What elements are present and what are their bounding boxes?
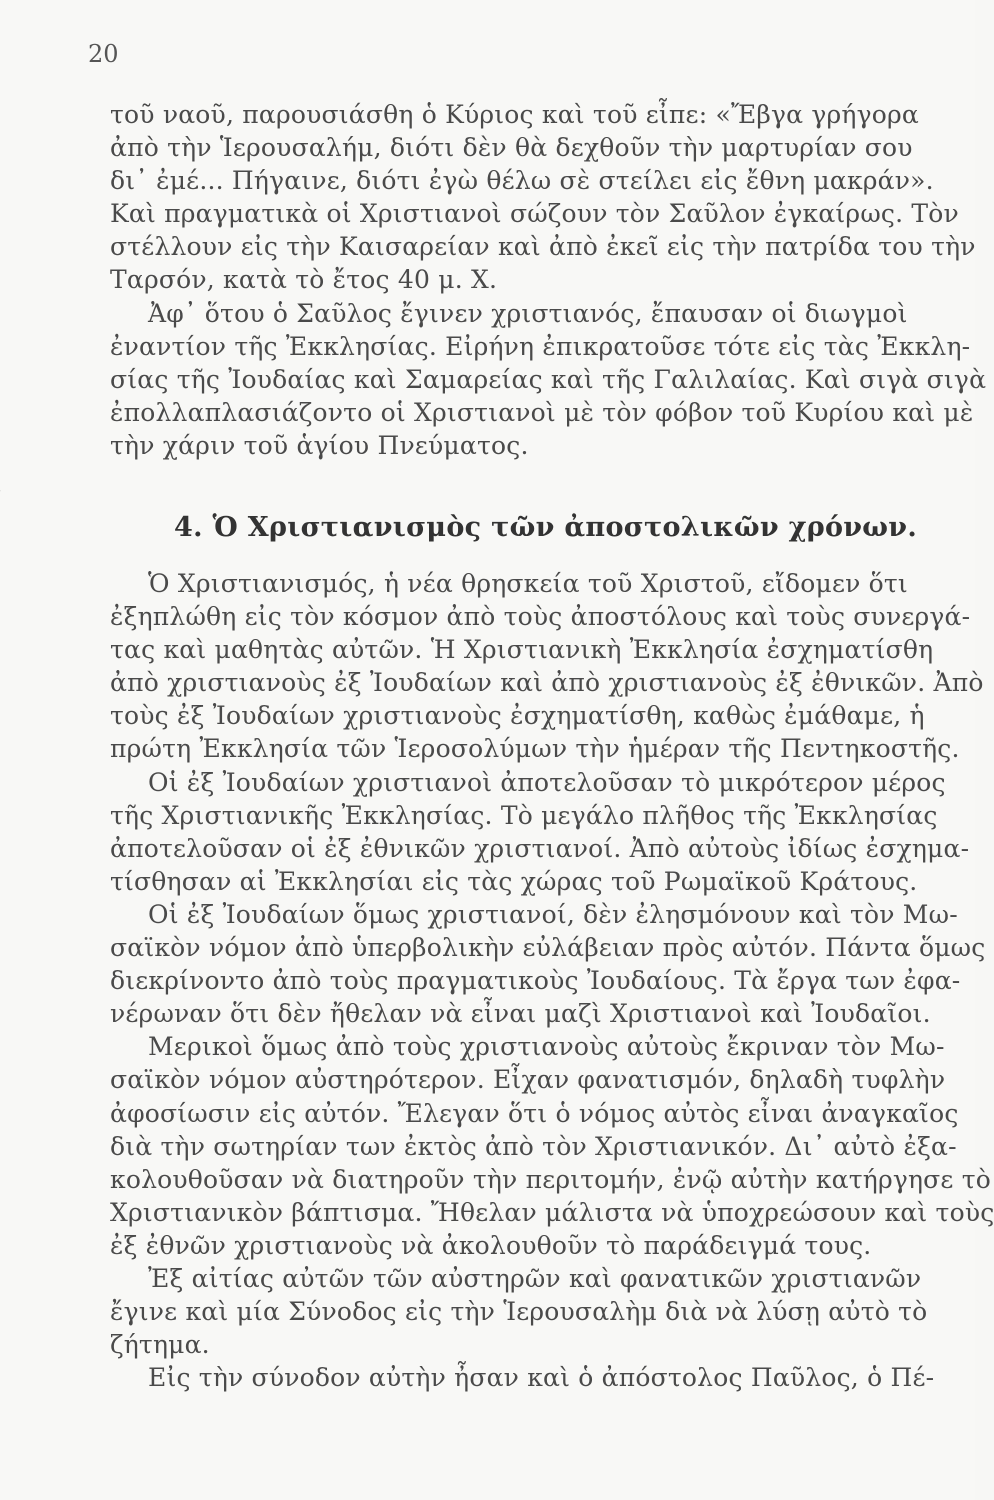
text-line: Ἀφ᾿ ὅτου ὁ Σαῦλος ἔγινεν χριστιανός, ἔπαυσαν οἱ διωγμοὶ xyxy=(148,298,908,328)
text-line: τὴν χάριν τοῦ ἁγίου Πνεύματος. xyxy=(110,430,529,460)
text-line: τοῦ ναοῦ, παρουσιάσθη ὁ Κύριος καὶ τοῦ εἶπε: «Ἔβγα γρήγορα xyxy=(110,100,919,129)
text-line: στέλλουν εἰς τὴν Καισαρείαν καὶ ἀπὸ ἐκεῖ εἰς τὴν πατρίδα του τὴν xyxy=(110,232,976,262)
text-line: ἐξ ἐθνῶν χριστιανοὺς νὰ ἀκολουθοῦν τὸ παράδειγμά τους. xyxy=(110,1230,872,1260)
scan-artifact-mark xyxy=(0,490,15,525)
text-line: ἐναντίον τῆς Ἐκκλησίας. Εἰρήνη ἐπικρατοῦσε τότε εἰς τὰς Ἐκκλη- xyxy=(110,331,971,361)
text-line: σαϊκὸν νόμον ἀπὸ ὑπερβολικὴν εὐλάβειαν πρὸς αὐτόν. Πάντα ὅμως xyxy=(110,933,986,963)
page-number: 20 xyxy=(88,40,119,68)
text-line: διὰ τὴν σωτηρίαν των ἐκτὸς ἀπὸ τὸν Χριστιανικόν. Δι᾿ αὐτὸ ἐξα- xyxy=(110,1131,957,1161)
text-line: ἀπὸ χριστιανοὺς ἐξ Ἰουδαίων καὶ ἀπὸ χριστιανοὺς ἐξ ἐθνικῶν. Ἀπὸ xyxy=(110,668,984,698)
text-line: Ταρσόν, κατὰ τὸ ἔτος 40 μ. Χ. xyxy=(110,265,498,295)
text-line: ἔγινε καὶ μία Σύνοδος εἰς τὴν Ἱερουσαλὴμ διὰ νὰ λύσῃ αὐτὸ τὸ xyxy=(110,1297,928,1327)
text-line: κολουθοῦσαν νὰ διατηροῦν τὴν περιτομήν, ἐνῷ αὐτὴν κατήργησε τὸ xyxy=(110,1164,992,1194)
text-line: ἀπὸ τὴν Ἱερουσαλήμ, διότι δὲν θὰ δεχθοῦν τὴν μαρτυρίαν σου xyxy=(110,133,913,163)
text-line: ζήτημα. xyxy=(110,1330,210,1360)
text-line: τοὺς ἐξ Ἰουδαίων χριστιανοὺς ἐσχηματίσθη, καθὼς ἐμάθαμε, ἡ xyxy=(110,701,925,731)
text-line: Μερικοὶ ὅμως ἀπὸ τοὺς χριστιανοὺς αὐτοὺς ἔκριναν τὸν Μω- xyxy=(148,1032,945,1062)
text-line: Εἰς τὴν σύνοδον αὐτὴν ἦσαν καὶ ὁ ἀπόστολος Παῦλος, ὁ Πέ- xyxy=(148,1363,935,1393)
text-line: Καὶ πραγματικὰ οἱ Χριστιανοὶ σώζουν τὸν Σαῦλον ἐγκαίρως. Τὸν xyxy=(110,199,959,229)
text-line: Ὁ Χριστιανισμός, ἡ νέα θρησκεία τοῦ Χριστοῦ, εἴδομεν ὅτι xyxy=(148,569,908,598)
text-line: ἐξηπλώθη εἰς τὸν κόσμον ἀπὸ τοὺς ἀποστόλους καὶ τοὺς συνεργά- xyxy=(110,602,971,632)
text-line: ἀποτελοῦσαν οἱ ἐξ ἐθνικῶν χριστιανοί. Ἀπὸ αὐτοὺς ἰδίως ἐσχημα- xyxy=(110,833,970,863)
text-line: Ἐξ αἰτίας αὐτῶν τῶν αὐστηρῶν καὶ φανατικῶν χριστιανῶν xyxy=(148,1263,922,1293)
text-line: τας καὶ μαθητὰς αὐτῶν. Ἡ Χριστιανικὴ Ἐκκλησία ἐσχηματίσθη xyxy=(110,635,934,665)
text-line: νέρωναν ὅτι δὲν ἤθελαν νὰ εἶναι μαζὶ Χριστιανοὶ καὶ Ἰουδαῖοι. xyxy=(110,999,931,1029)
text-line: Χριστιανικὸν βάπτισμα. Ἤθελαν μάλιστα νὰ ὑποχρεώσουν καὶ τοὺς xyxy=(110,1197,994,1227)
text-line: τίσθησαν αἱ Ἐκκλησίαι εἰς τὰς χώρας τοῦ Ρωμαϊκοῦ Κράτους. xyxy=(110,866,918,896)
text-line: σίας τῆς Ἰουδαίας καὶ Σαμαρείας καὶ τῆς Γαλιλαίας. Καὶ σιγὰ σιγὰ xyxy=(110,364,987,394)
text-line: ἐπολλαπλασιάζοντο οἱ Χριστιανοὶ μὲ τὸν φόβον τοῦ Κυρίου καὶ μὲ xyxy=(110,397,974,427)
text-line: Οἱ ἐξ Ἰουδαίων ὅμως χριστιανοί, δὲν ἐλησμόνουν καὶ τὸν Μω- xyxy=(148,899,958,929)
paragraph-block-main xyxy=(110,567,994,1394)
text-line: διεκρίνοντο ἀπὸ τοὺς πραγματικοὺς Ἰουδαίους. Τὰ ἔργα των ἐφα- xyxy=(110,966,961,996)
text-line: τῆς Χριστιανικῆς Ἐκκλησίας. Τὸ μεγάλο πλῆθος τῆς Ἐκκλησίας xyxy=(110,800,938,830)
text-line: Οἱ ἐξ Ἰουδαίων χριστιανοὶ ἀποτελοῦσαν τὸ μικρότερον μέρος xyxy=(148,767,946,797)
paragraph-block-top xyxy=(110,98,987,462)
text-line: πρώτη Ἐκκλησία τῶν Ἱεροσολύμων τὴν ἡμέραν τῆς Πεντηκοστῆς. xyxy=(110,734,960,764)
text-line: σαϊκὸν νόμον αὐστηρότερον. Εἶχαν φανατισμόν, δηλαδὴ τυφλὴν xyxy=(110,1065,946,1095)
section-heading: 4. Ὁ Χριστιανισμὸς τῶν ἀποστολικῶν χρόνων. xyxy=(174,512,918,543)
text-line: δι᾿ ἐμέ... Πήγαινε, διότι ἐγὼ θέλω σὲ στείλει εἰς ἔθνη μακράν». xyxy=(110,166,934,196)
text-line: ἀφοσίωσιν εἰς αὐτόν. Ἔλεγαν ὅτι ὁ νόμος αὐτὸς εἶναι ἀναγκαῖος xyxy=(110,1098,959,1128)
